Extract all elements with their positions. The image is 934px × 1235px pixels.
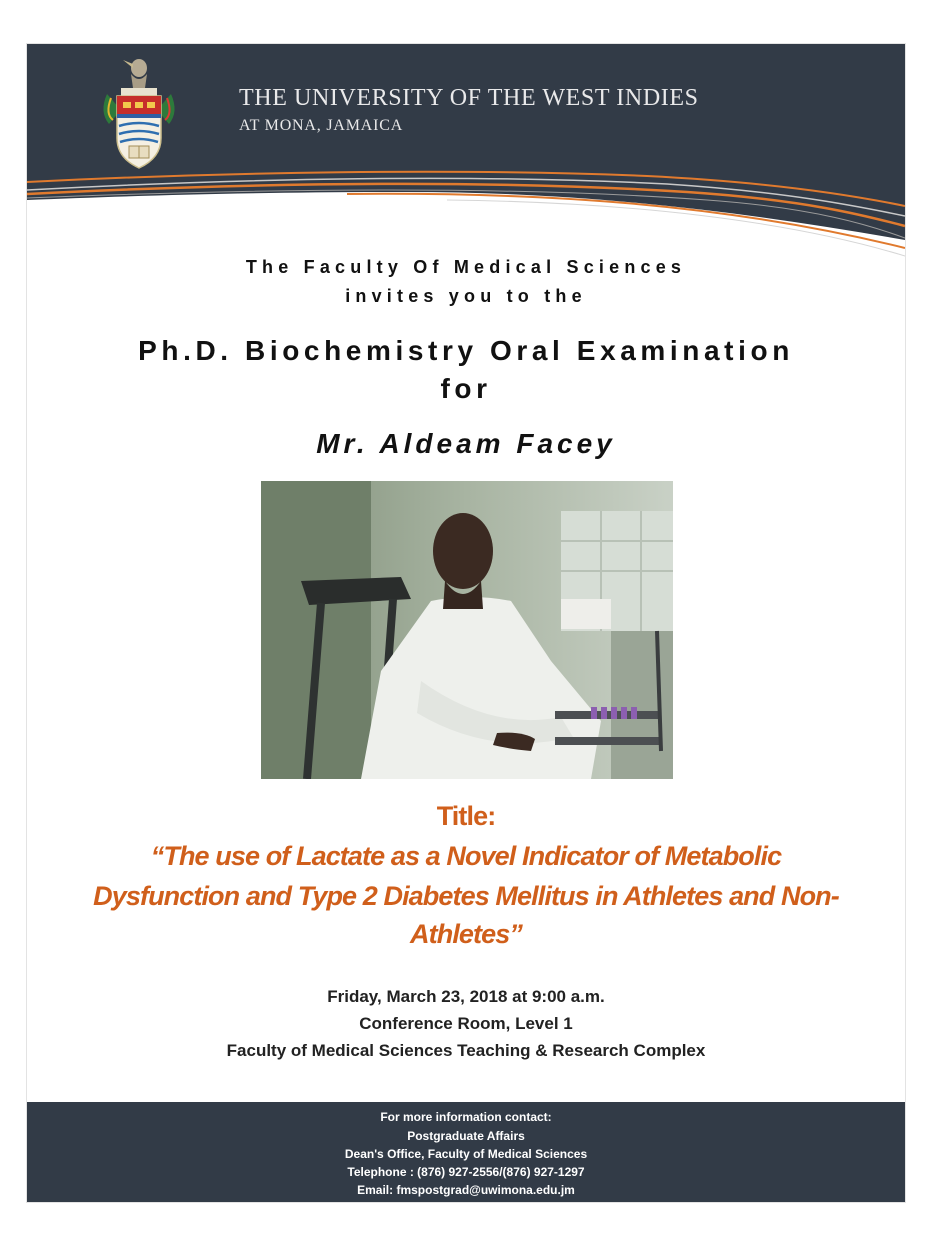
thesis-label: Title: bbox=[436, 801, 496, 831]
faculty-line: The Faculty Of Medical Sciences bbox=[245, 257, 687, 277]
exam-heading: Ph.D. Biochemistry Oral Examination bbox=[138, 335, 794, 366]
contact-department: Dean's Office, Faculty of Medical Sciences bbox=[344, 1147, 588, 1161]
contact-office: Postgraduate Affairs bbox=[407, 1129, 525, 1143]
uwi-crest-icon bbox=[99, 54, 179, 174]
contact-telephone: Telephone : (876) 927-2556/(876) 927-1297 bbox=[347, 1165, 585, 1179]
university-name: THE UNIVERSITY OF THE WEST INDIES bbox=[239, 85, 699, 111]
university-header bbox=[27, 44, 905, 259]
campus-name: AT MONA, JAMAICA bbox=[239, 117, 404, 134]
thesis-title-line-2: Dysfunction and Type 2 Diabetes Mellitus in Athletes and Non- bbox=[93, 881, 839, 911]
exam-room: Conference Room, Level 1 bbox=[359, 1014, 573, 1033]
candidate-name: Mr. Aldeam Facey bbox=[316, 428, 616, 459]
contact-heading: For more information contact: bbox=[380, 1110, 552, 1124]
thesis-title-line-3: Athletes” bbox=[410, 919, 522, 949]
exam-venue: Faculty of Medical Sciences Teaching & Research Complex bbox=[226, 1041, 706, 1060]
contact-email[interactable]: Email: fmspostgrad@uwimona.edu.jm bbox=[357, 1183, 575, 1197]
candidate-photo bbox=[261, 481, 673, 779]
flyer-page bbox=[27, 44, 905, 1202]
contact-footer bbox=[27, 1102, 905, 1202]
for-line: for bbox=[440, 373, 492, 404]
thesis-title-line-1: “The use of Lactate as a Novel Indicator of Metabolic bbox=[150, 841, 782, 871]
exam-datetime: Friday, March 23, 2018 at 9:00 a.m. bbox=[327, 987, 605, 1006]
invites-line: invites you to the bbox=[345, 286, 587, 306]
